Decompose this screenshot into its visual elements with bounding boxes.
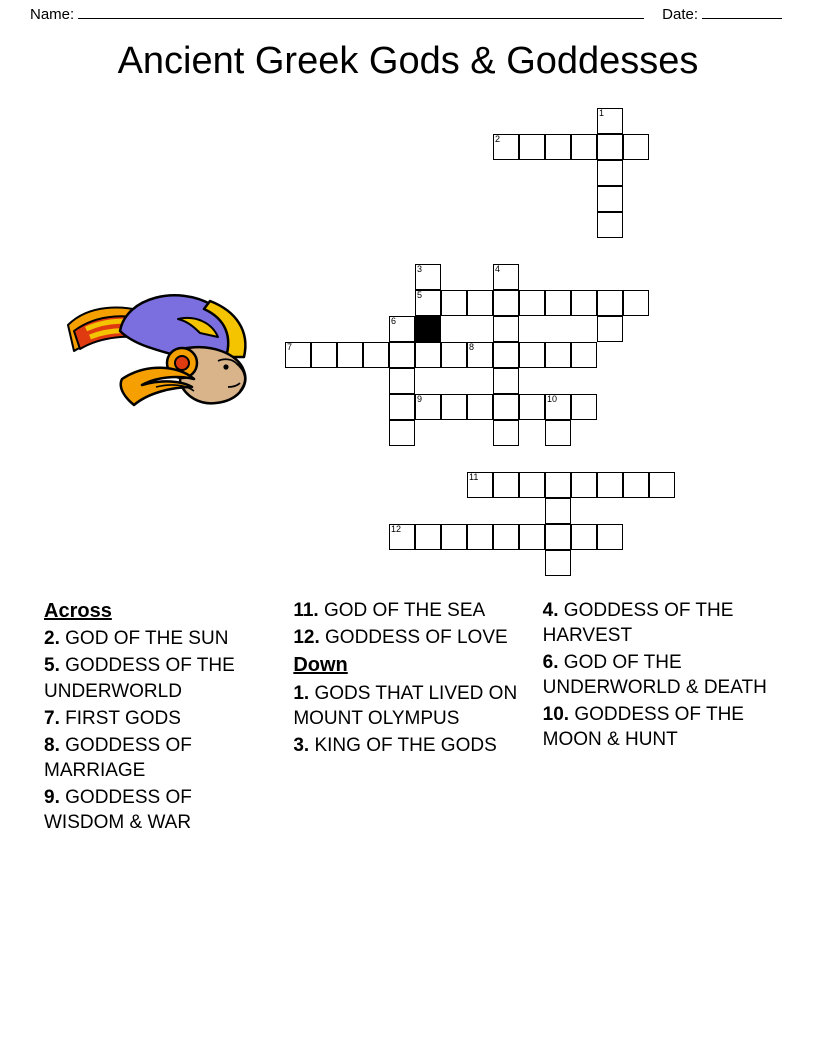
clue-number: 11. — [293, 600, 319, 621]
crossword-cell[interactable] — [467, 394, 493, 420]
crossword-cell[interactable] — [597, 472, 623, 498]
crossword-cell[interactable] — [519, 134, 545, 160]
clue-text: KING OF THE GODS — [314, 734, 497, 756]
across-heading: Across — [44, 600, 112, 622]
clue-across-7 — [44, 706, 275, 731]
clue-number: 6. — [542, 652, 559, 674]
crossword-cell[interactable] — [623, 134, 649, 160]
crossword-cell[interactable] — [597, 316, 623, 342]
crossword-cell[interactable] — [493, 420, 519, 446]
clue-number: 9. — [44, 786, 60, 808]
crossword-cell[interactable] — [441, 524, 467, 550]
crossword-cell[interactable] — [389, 420, 415, 446]
crossword-cell[interactable] — [441, 394, 467, 420]
clue-number: 2. — [44, 628, 60, 650]
crossword-cell[interactable] — [415, 290, 441, 316]
clue-down-1 — [293, 681, 524, 731]
date-write-line[interactable] — [702, 18, 782, 19]
crossword-cell[interactable] — [311, 342, 337, 368]
date-label: Date: — [662, 6, 698, 23]
crossword-cell[interactable] — [545, 472, 571, 498]
crossword-cell[interactable] — [519, 472, 545, 498]
crossword-cell[interactable] — [571, 394, 597, 420]
cell-number: 9 — [417, 394, 423, 404]
cell-number: 12 — [391, 524, 402, 534]
crossword-cell[interactable] — [597, 108, 623, 134]
cell-number: 4 — [495, 264, 501, 274]
cell-number: 11 — [469, 472, 479, 482]
crossword-cell[interactable] — [545, 394, 571, 420]
name-label: Name: — [30, 6, 75, 23]
cell-number: 3 — [417, 264, 423, 274]
clue-number: 8. — [44, 734, 60, 756]
crossword-cell[interactable] — [415, 316, 441, 342]
crossword-cell[interactable] — [597, 290, 623, 316]
crossword-grid[interactable] — [285, 108, 695, 588]
cell-number: 8 — [469, 342, 475, 352]
crossword-cell[interactable] — [441, 290, 467, 316]
crossword-cell[interactable] — [519, 394, 545, 420]
clue-across-2 — [44, 626, 275, 651]
crossword-cell[interactable] — [545, 134, 571, 160]
crossword-cell[interactable] — [363, 342, 389, 368]
clues-column-3 — [543, 598, 774, 958]
crossword-cell[interactable] — [493, 134, 519, 160]
crossword-cell[interactable] — [545, 290, 571, 316]
crossword-cell[interactable] — [493, 342, 519, 368]
clue-down-4 — [543, 598, 774, 648]
cell-number: 7 — [287, 342, 293, 352]
crossword-cell[interactable] — [545, 550, 571, 576]
clue-across-11 — [293, 598, 524, 623]
crossword-cell[interactable] — [389, 524, 415, 550]
clue-text: GOD OF THE UNDERWORLD & DEATH — [542, 652, 767, 699]
clue-number: 4. — [542, 600, 559, 621]
crossword-cell[interactable] — [389, 316, 415, 342]
clue-number: 3. — [293, 734, 310, 756]
crossword-cell[interactable] — [623, 472, 649, 498]
crossword-cell[interactable] — [493, 394, 519, 420]
cell-number: 10 — [547, 394, 558, 404]
hermes-winged-helmet-icon — [60, 275, 270, 420]
clue-down-6 — [543, 650, 774, 700]
crossword-cell[interactable] — [545, 524, 571, 550]
crossword-cell[interactable] — [467, 472, 493, 498]
down-heading: Down — [293, 654, 348, 677]
crossword-cell[interactable] — [519, 342, 545, 368]
crossword-cell[interactable] — [571, 342, 597, 368]
crossword-cell[interactable] — [571, 472, 597, 498]
clues-column-2 — [293, 598, 524, 958]
crossword-cell[interactable] — [389, 368, 415, 394]
name-date-header — [30, 6, 786, 23]
crossword-cell[interactable] — [623, 290, 649, 316]
crossword-cell[interactable] — [441, 342, 467, 368]
crossword-cell[interactable] — [389, 342, 415, 368]
clue-number: 5. — [44, 655, 60, 677]
crossword-cell[interactable] — [545, 420, 571, 446]
clue-text: GOD OF THE SEA — [323, 600, 486, 621]
crossword-cell[interactable] — [493, 290, 519, 316]
crossword-cell[interactable] — [597, 212, 623, 238]
clue-text: GODDESS OF THE HARVEST — [542, 600, 734, 647]
clue-across-5 — [44, 653, 275, 703]
cell-number: 1 — [599, 108, 605, 118]
clue-number: 1. — [293, 682, 310, 704]
clue-text: GODDESS OF LOVE — [325, 627, 508, 649]
crossword-cell[interactable] — [415, 524, 441, 550]
crossword-cell[interactable] — [493, 264, 519, 290]
clue-number: 10. — [542, 704, 570, 726]
clue-across-12 — [293, 625, 524, 650]
clues-section — [44, 598, 774, 958]
clue-text: GODDESS OF MARRIAGE — [44, 734, 192, 781]
crossword-cell[interactable] — [649, 472, 675, 498]
crossword-cell[interactable] — [493, 472, 519, 498]
clue-text: GODDESS OF WISDOM & WAR — [44, 786, 192, 833]
crossword-cell[interactable] — [597, 134, 623, 160]
crossword-cell[interactable] — [337, 342, 363, 368]
clue-down-10 — [543, 702, 774, 752]
clue-text: GODS THAT LIVED ON MOUNT OLYMPUS — [293, 682, 518, 729]
cell-number: 2 — [495, 134, 501, 144]
clue-number: 12. — [293, 627, 320, 649]
crossword-cell[interactable] — [571, 134, 597, 160]
crossword-cell[interactable] — [415, 264, 441, 290]
crossword-cell[interactable] — [519, 290, 545, 316]
clue-text: GODDESS OF THE MOON & HUNT — [542, 704, 744, 751]
clues-column-1 — [44, 598, 275, 958]
clue-text: GODDESS OF THE UNDERWORLD — [44, 655, 235, 702]
crossword-cell[interactable] — [467, 342, 493, 368]
page-title: Ancient Greek Gods & Goddesses — [117, 40, 699, 82]
cell-number: 5 — [417, 290, 423, 300]
crossword-cell[interactable] — [415, 342, 441, 368]
clue-text: FIRST GODS — [65, 707, 181, 729]
crossword-cell[interactable] — [467, 290, 493, 316]
crossword-cell[interactable] — [545, 498, 571, 524]
clue-across-8 — [44, 733, 275, 783]
clue-across-9 — [44, 785, 275, 835]
clue-text: GOD OF THE SUN — [65, 628, 229, 650]
crossword-cell[interactable] — [285, 342, 311, 368]
crossword-cell[interactable] — [467, 524, 493, 550]
crossword-cell[interactable] — [571, 290, 597, 316]
crossword-cell[interactable] — [597, 524, 623, 550]
crossword-cell[interactable] — [415, 394, 441, 420]
name-write-line[interactable] — [78, 18, 644, 19]
crossword-cell[interactable] — [389, 394, 415, 420]
crossword-cell[interactable] — [571, 524, 597, 550]
clue-down-3 — [293, 733, 524, 758]
crossword-cell[interactable] — [493, 316, 519, 342]
crossword-cell[interactable] — [519, 524, 545, 550]
crossword-cell[interactable] — [597, 160, 623, 186]
crossword-cell[interactable] — [597, 186, 623, 212]
cell-number: 6 — [391, 316, 397, 326]
crossword-cell[interactable] — [545, 342, 571, 368]
crossword-cell[interactable] — [493, 524, 519, 550]
clue-number: 7. — [44, 707, 60, 729]
crossword-cell[interactable] — [493, 368, 519, 394]
